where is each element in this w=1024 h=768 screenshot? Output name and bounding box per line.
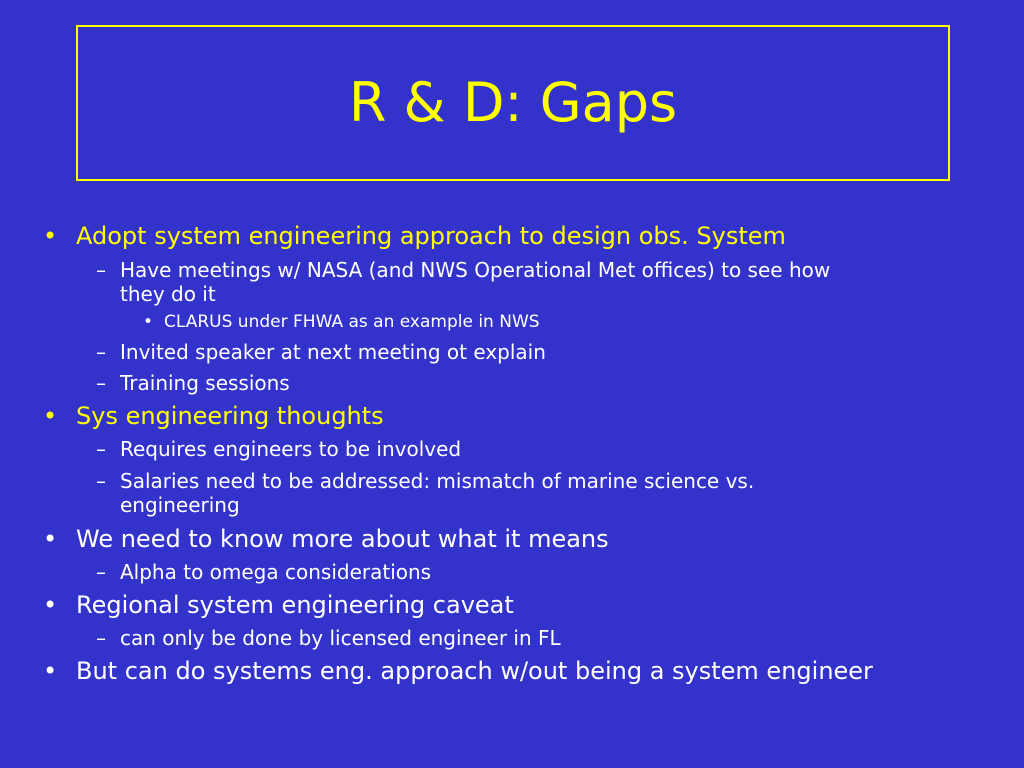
list-item-text: Salaries need to be addressed: mismatch of marine science vs. [120,469,755,493]
list-item-text: engineering [120,493,240,517]
list-item-text: Sys engineering thoughts [76,402,384,430]
list-item-text: Training sessions [120,371,290,395]
list-item-text: We need to know more about what it means [76,525,609,553]
bullet-marker: – [96,437,106,461]
bullet-marker: • [43,657,58,685]
bullet-marker: • [43,525,58,553]
slide-title: R & D: Gaps [348,71,678,134]
bullet-marker: – [96,626,106,650]
bullet-marker: – [96,258,106,282]
list-item-text: Requires engineers to be involved [120,437,462,461]
bullet-marker: – [96,560,106,584]
bullet-marker: • [43,222,58,250]
bullet-marker: – [96,371,106,395]
list-item-text: can only be done by licensed engineer in FL [120,626,561,650]
bullet-marker: – [96,469,106,493]
bullet-marker: • [43,591,58,619]
list-item-text: CLARUS under FHWA as an example in NWS [164,312,540,332]
list-item-text: Regional system engineering caveat [76,591,514,619]
bullet-marker: – [96,340,106,364]
bullet-marker: • [43,402,58,430]
list-item-text: Alpha to omega considerations [120,560,432,584]
list-item-text: they do it [120,282,216,306]
list-item-text: Invited speaker at next meeting ot explain [120,340,546,364]
bullet-marker: • [143,312,154,332]
list-item-text: Have meetings w/ NASA (and NWS Operational Met offices) to see how [120,258,831,282]
list-item-text: Adopt system engineering approach to design obs. System [76,222,786,250]
list-item-text: But can do systems eng. approach w/out being a system engineer [76,657,873,685]
